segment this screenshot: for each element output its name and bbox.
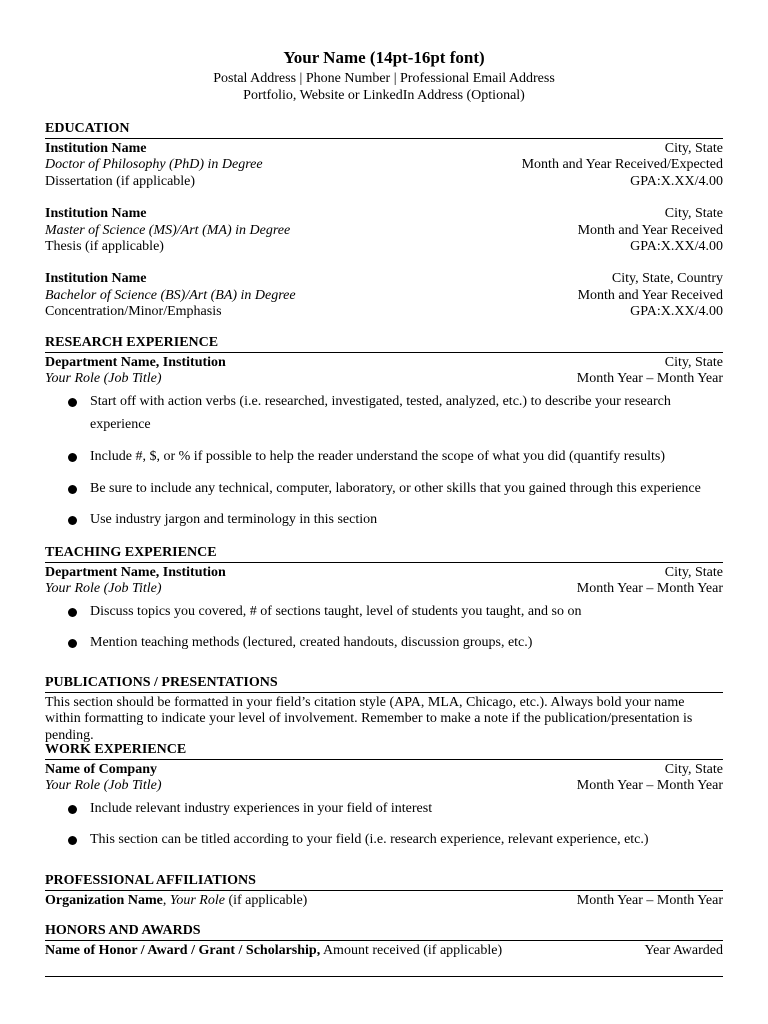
degree: Doctor of Philosophy (PhD) in Degree <box>45 157 263 173</box>
gpa: GPA:X.XX/4.00 <box>630 304 723 320</box>
dates: Month Year – Month Year <box>576 371 723 387</box>
honors-section <box>45 923 723 959</box>
resume-name: Your Name (14pt-16pt font) <box>283 48 485 67</box>
bullet-item: Discuss topics you covered, # of sections taught, level of students you taught, and so on <box>45 600 723 623</box>
bullet-item: Include #, $, or % if possible to help the reader understand the scope of what you did (quantify results) <box>45 445 723 468</box>
location: City, State, Country <box>611 271 723 287</box>
education-section <box>45 121 723 321</box>
bullet-item: Mention teaching methods (lectured, created handouts, discussion groups, etc.) <box>45 631 723 654</box>
role: Your Role (Job Title) <box>45 371 162 387</box>
bullet-dot-icon <box>68 398 77 407</box>
degree: Bachelor of Science (BS)/Art (BA) in Degree <box>45 287 296 303</box>
bullet-dot-icon <box>68 453 77 462</box>
org-name: Department Name, Institution <box>45 355 226 370</box>
date: Month and Year Received/Expected <box>521 157 723 173</box>
work-section <box>45 742 723 851</box>
dates: Month Year – Month Year <box>576 581 723 597</box>
contact-line: Postal Address | Phone Number | Professional Email Address <box>213 71 555 86</box>
role: Your Role (Job Title) <box>45 581 162 597</box>
bullet-item: Use industry jargon and terminology in this section <box>45 508 723 531</box>
org-name: Department Name, Institution <box>45 565 226 580</box>
dates: Month Year – Month Year <box>576 778 723 794</box>
institution-name: Institution Name <box>45 141 147 156</box>
section-title: TEACHING EXPERIENCE <box>45 545 723 563</box>
bullet-item: Be sure to include any technical, computer, laboratory, or other skills that you gained through this experience <box>45 477 723 500</box>
bullet-dot-icon <box>68 836 77 845</box>
location: City, State <box>664 762 723 777</box>
portfolio-line: Portfolio, Website or LinkedIn Address (Optional) <box>243 88 525 103</box>
date: Month and Year Received <box>577 287 723 303</box>
publications-text: This section should be formatted in your field’s citation style (APA, MLA, Chicago, etc.). Always bold your name within formatting to indicate your level of involvement. Remember to make a note if the publication/presentation is pending. <box>45 695 693 743</box>
bullet-dot-icon <box>68 639 77 648</box>
section-title: PUBLICATIONS / PRESENTATIONS <box>45 675 723 693</box>
gpa: GPA:X.XX/4.00 <box>630 173 723 189</box>
section-title: RESEARCH EXPERIENCE <box>45 335 723 353</box>
affiliation-line: Organization Name, Your Role (if applicable) <box>45 893 308 908</box>
detail: Concentration/Minor/Emphasis <box>45 304 222 320</box>
bottom-rule <box>45 976 723 977</box>
publications-section <box>45 675 723 744</box>
detail: Thesis (if applicable) <box>45 238 164 254</box>
bullet-dot-icon <box>68 805 77 814</box>
teaching-section <box>45 545 723 654</box>
dates: Month Year – Month Year <box>576 893 723 908</box>
section-title: PROFESSIONAL AFFILIATIONS <box>45 873 723 891</box>
section-title: WORK EXPERIENCE <box>45 742 723 760</box>
bullet-item: This section can be titled according to your field (i.e. research experience, relevant experience, etc.) <box>45 828 723 851</box>
location: City, State <box>664 141 723 156</box>
degree: Master of Science (MS)/Art (MA) in Degree <box>45 222 291 238</box>
section-title: EDUCATION <box>45 121 723 139</box>
education-entry <box>45 206 723 255</box>
institution-name: Institution Name <box>45 206 147 222</box>
location: City, State <box>664 565 723 580</box>
bullet-dot-icon <box>68 608 77 617</box>
research-section <box>45 335 723 531</box>
section-title: HONORS AND AWARDS <box>45 923 723 941</box>
institution-name: Institution Name <box>45 271 147 287</box>
bullet-dot-icon <box>68 516 77 525</box>
location: City, State <box>664 355 723 370</box>
education-entry <box>45 271 723 320</box>
education-entry <box>45 141 723 190</box>
date: Month and Year Received <box>577 222 723 238</box>
bullet-item: Include relevant industry experiences in your field of interest <box>45 797 723 820</box>
role: Your Role <box>169 893 225 908</box>
year-awarded: Year Awarded <box>644 943 723 958</box>
role: Your Role (Job Title) <box>45 778 162 794</box>
affiliations-section <box>45 873 723 909</box>
bullet-item: Start off with action verbs (i.e. researched, investigated, tested, analyzed, etc.) to describe your research experience <box>45 390 723 436</box>
honor-name: Name of Honor / Award / Grant / Scholarship, <box>45 943 321 958</box>
location: City, State <box>664 206 723 222</box>
bullet-dot-icon <box>68 485 77 494</box>
org-name: Name of Company <box>45 762 157 777</box>
org-name: Organization Name <box>45 893 163 908</box>
honor-line: Name of Honor / Award / Grant / Scholarship, Amount received (if applicable) <box>45 943 503 958</box>
gpa: GPA:X.XX/4.00 <box>630 238 723 254</box>
detail: Dissertation (if applicable) <box>45 173 196 189</box>
